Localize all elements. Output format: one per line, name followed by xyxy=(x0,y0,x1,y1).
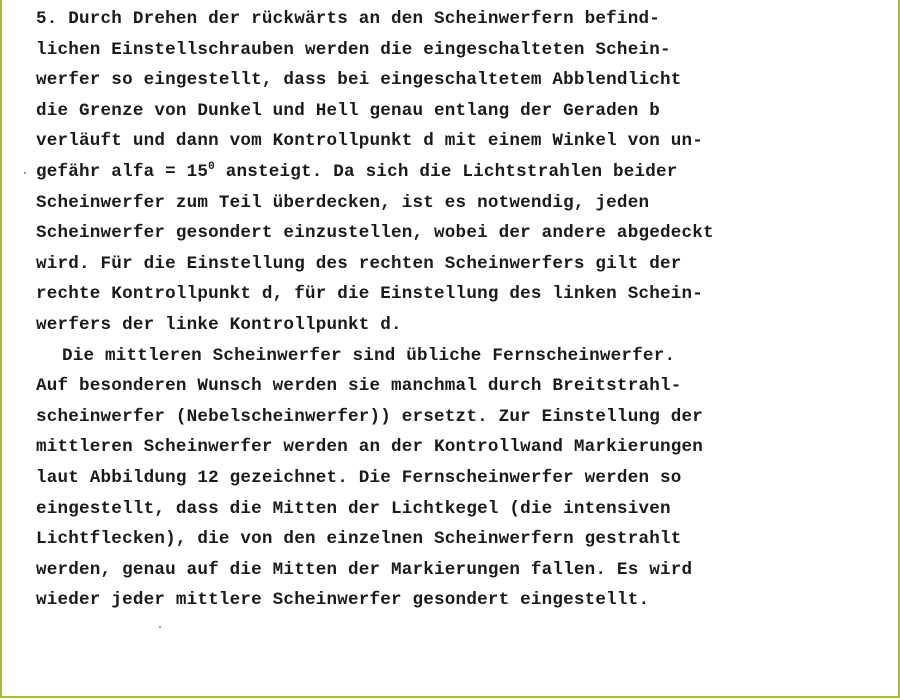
text-line: laut Abbildung 12 gezeichnet. Die Fernscheinwerfer werden so xyxy=(36,467,682,488)
text-line: rechte Kontrollpunkt d, für die Einstellung des linken Schein- xyxy=(36,284,703,305)
text-line: Auf besonderen Wunsch werden sie manchmal durch Breitstrahl- xyxy=(36,376,682,397)
text-line-with-angle xyxy=(36,157,866,188)
degree-superscript: 0 xyxy=(208,160,215,173)
paragraph-start-line: Die mittleren Scheinwerfer sind übliche Fernscheinwerfer. xyxy=(62,345,676,366)
text-line: lichen Einstellschrauben werden die eingeschalteten Schein- xyxy=(36,39,671,60)
text-line: werfer so eingestellt, dass bei eingeschaltetem Abblendlicht xyxy=(36,70,682,91)
scan-speck xyxy=(159,626,161,628)
text-line: wieder jeder mittlere Scheinwerfer gesondert eingestellt. xyxy=(36,590,650,611)
text-line: werden, genau auf die Mitten der Markierungen fallen. Es wird xyxy=(36,559,693,580)
scan-speck xyxy=(24,172,26,174)
text-line: 5. Durch Drehen der rückwärts an den Scheinwerfern befind- xyxy=(36,9,660,29)
text-line: werfers der linke Kontrollpunkt d. xyxy=(36,314,402,335)
text-line: Lichtflecken), die von den einzelnen Scheinwerfern gestrahlt xyxy=(36,529,682,550)
angle-text: gefähr alfa = 15 xyxy=(36,161,209,182)
text-line: verläuft und dann vom Kontrollpunkt d mit einem Winkel von un- xyxy=(36,131,703,152)
text-line: Scheinwerfer gesondert einzustellen, wobei der andere abgedeckt xyxy=(36,223,714,244)
text-line: mittleren Scheinwerfer werden an der Kontrollwand Markierungen xyxy=(36,437,703,458)
text-line: die Grenze von Dunkel und Hell genau entlang der Geraden b xyxy=(36,100,660,121)
angle-text-rest: ansteigt. Da sich die Lichtstrahlen beider xyxy=(214,161,678,182)
text-line: Scheinwerfer zum Teil überdecken, ist es notwendig, jeden xyxy=(36,192,650,213)
text-line: wird. Für die Einstellung des rechten Scheinwerfers gilt der xyxy=(36,253,682,274)
text-line: eingestellt, dass die Mitten der Lichtkegel (die intensiven xyxy=(36,498,671,519)
document-text xyxy=(36,4,866,616)
text-line: scheinwerfer (Nebelscheinwerfer)) ersetzt. Zur Einstellung der xyxy=(36,406,703,427)
